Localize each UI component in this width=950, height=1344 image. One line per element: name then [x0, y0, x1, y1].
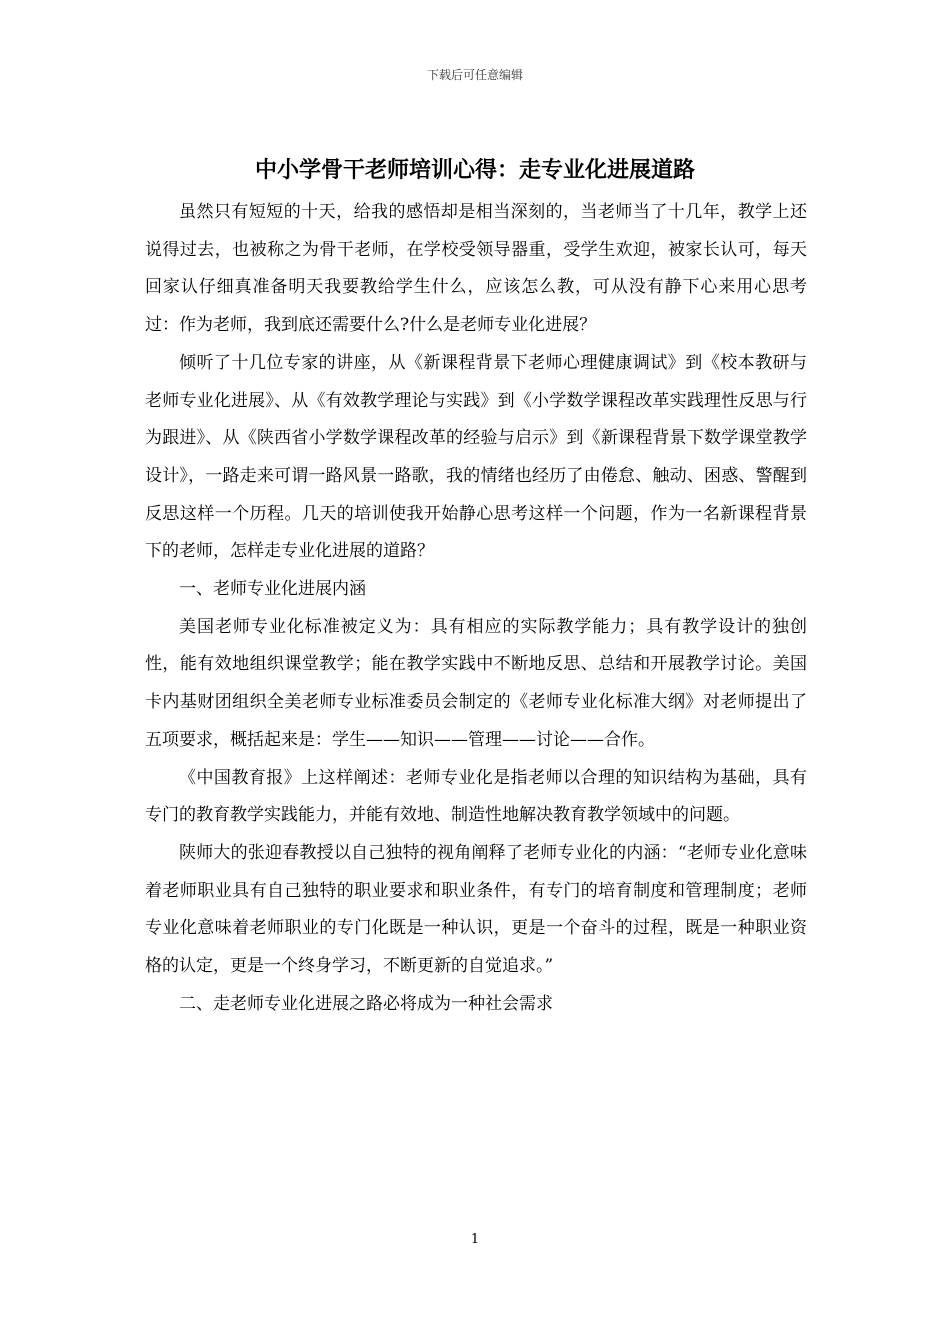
paragraph-lectures: 倾听了十几位专家的讲座，从《新课程背景下老师心理健康调试》到《校本教研与老师专业化进展》、从《有效教学理论与实践》到《小学数学课程改革实践理性反思与行为跟进》、从《陕西省小学数学课程改革的经验与启示》到《新课程背景下数学课堂教学设计》，一路走来可谓一路风景一路歌，我的情绪也经历了由倦怠、触动、困惑、警醒到反思这样一个历程。几天的培训使我开始静心思考这样一个问题，作为一名新课程背景下的老师，怎样走专业化进展的道路？ [145, 352, 807, 562]
page-number: 1 [470, 1232, 480, 1247]
paragraph-intro: 虽然只有短短的十天，给我的感悟却是相当深刻的，当老师当了十几年，教学上还说得过去，也被称之为骨干老师，在学校受领导器重，受学生欢迎，被家长认可，每天回家认仔细真准备明天我要教给学生什么，应该怎么教，可从没有静下心来用心思考过：作为老师，我到底还需要什么?什么是老师专业化进展？ [145, 202, 807, 336]
header-note: 下载后可任意编辑 [426, 68, 523, 82]
paragraph-us-standards: 美国老师专业化标准被定义为：具有相应的实际教学能力；具有教学设计的独创性，能有效地组织课堂教学；能在教学实践中不断地反思、总结和开展教学讨论。美国卡内基财团组织全美老师专业标准委员会制定的《老师专业化标准大纲》对老师提出了五项要求，概括起来是：学生——知识——管理——讨论——合作。 [145, 616, 807, 750]
page-title: 中小学骨干老师培训心得：走专业化进展道路 [254, 157, 695, 183]
document-body [145, 194, 807, 1023]
paragraph-china-education-daily: 《中国教育报》上这样阐述：老师专业化是指老师以合理的知识结构为基础，具有专门的教育教学实践能力，并能有效地、制造性地解决教育教学领域中的问题。 [145, 767, 807, 826]
section-heading-1: 一、老师专业化进展内涵 [179, 579, 366, 600]
paragraph-professor-quote: 陕师大的张迎春教授以自己独特的视角阐释了老师专业化的内涵：“老师专业化意味着老师职业具有自己独特的职业要求和职业条件，有专门的培育制度和管理制度；老师专业化意味着老师职业的专门化既是一种认识，更是一个奋斗的过程，既是一种职业资格的认定，更是一个终身学习，不断更新的自觉追求。” [145, 842, 807, 977]
section-heading-2: 二、走老师专业化进展之路必将成为一种社会需求 [179, 993, 553, 1014]
